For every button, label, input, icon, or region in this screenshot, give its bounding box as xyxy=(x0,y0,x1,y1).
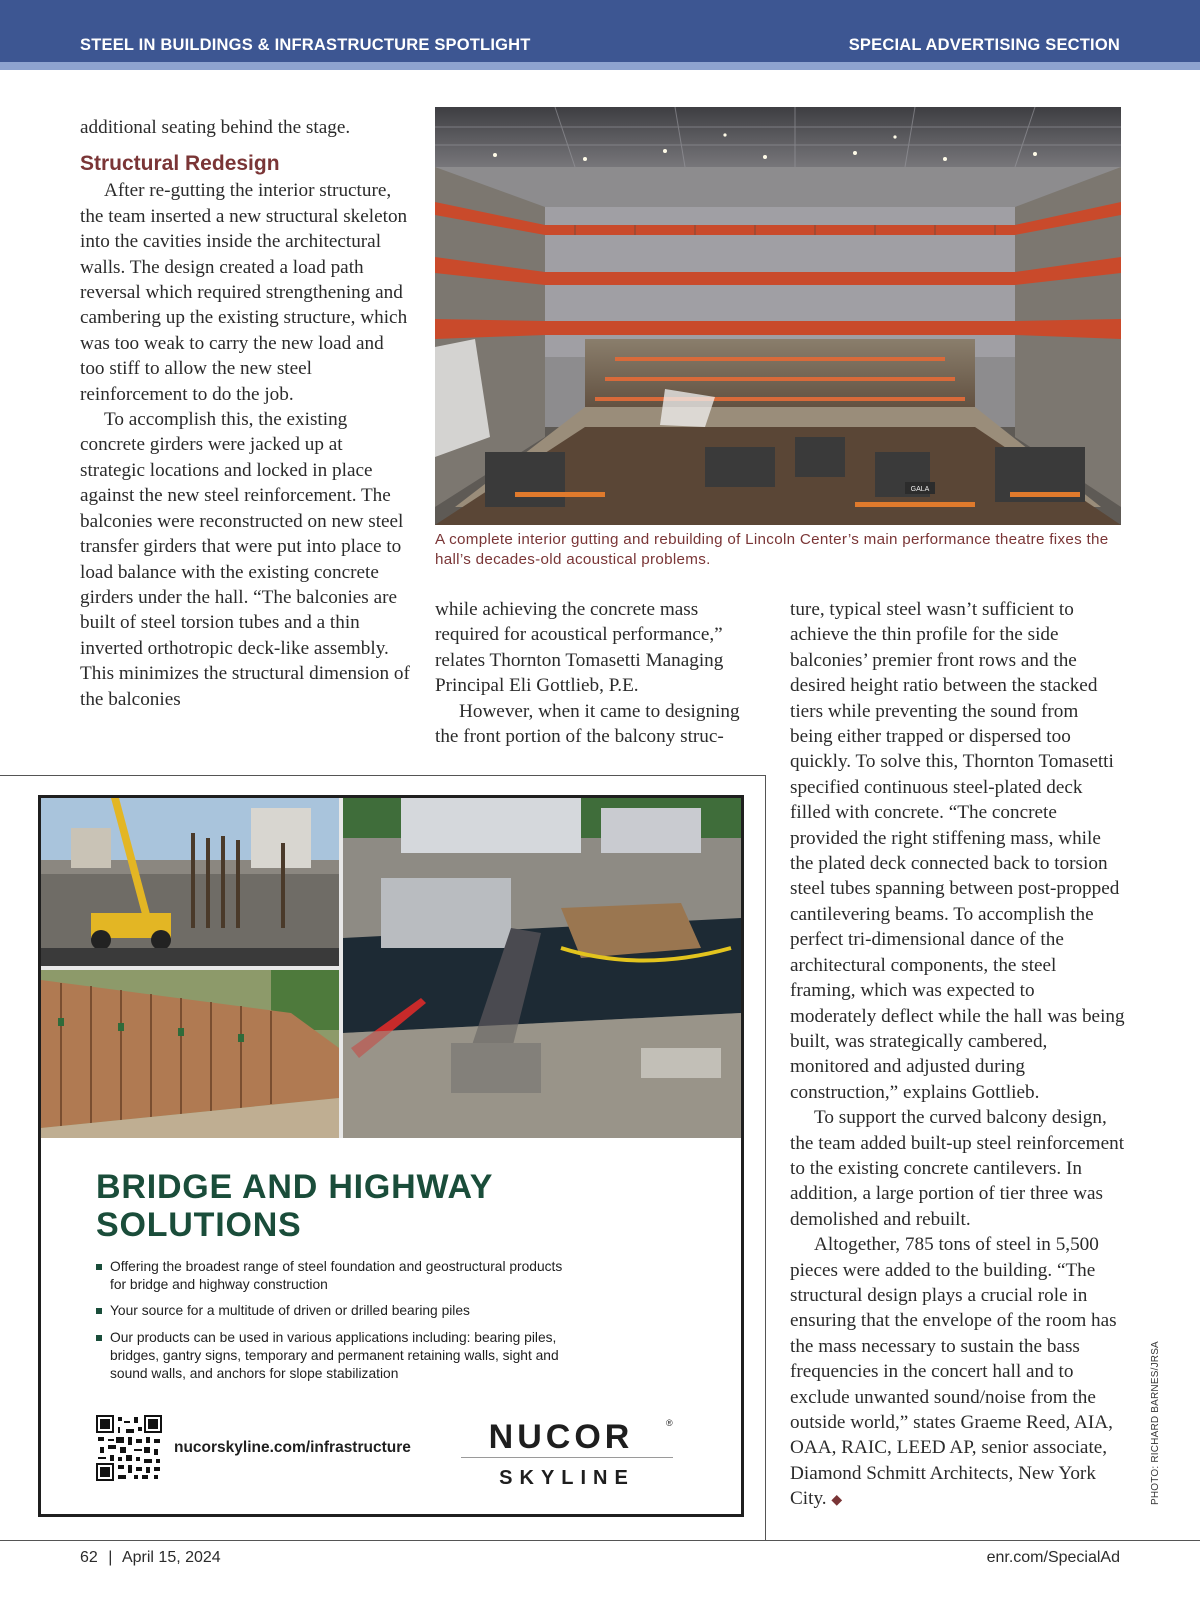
ad-website-link[interactable]: nucorskyline.com/infrastructure xyxy=(174,1439,411,1456)
section-label: SPECIAL ADVERTISING SECTION xyxy=(848,36,1120,54)
article-column-1 xyxy=(80,115,410,712)
ad-bullet: Our products can be used in various applications including: bearing piles, bridges, gantry signs, temporary and permanent retaining walls, sight and sound walls, and anchors for slope stabilization xyxy=(96,1329,566,1384)
footer-rule xyxy=(0,1540,1200,1541)
logo-brand-text: NUCOR xyxy=(488,1418,634,1456)
paragraph xyxy=(790,1232,1125,1513)
ad-frame-rule xyxy=(765,775,766,1540)
page-number: 62 xyxy=(80,1549,98,1566)
logo-sub-brand-text: SKYLINE xyxy=(499,1467,635,1489)
paragraph: ture, typical steel wasn’t sufficient to achieve the thin profile for the side balconies’ premier front rows and the desired height ratio between the stacked tiers while preventing the sound from being either trapped or dispersed too quickly. To solve this, Thornton Tomasetti specified continuous steel-plated deck filled with concrete. “The concrete provided the right stiffening mass, while the plated deck connected back to torsion steel tubes spanning between post-propped cantilevering beams. To accomplish the perfect tri-dimensional dance of the architectural components, the steel framing, which was expected to moderately deflect while the hall was being built, was strategically cambered, monitored and adjusted during construction,” explains Gottlieb. xyxy=(790,599,1125,1103)
article-column-3 xyxy=(790,597,1125,1514)
paragraph-text: Altogether, 785 tons of steel in 5,500 pieces were added to the building. “The structural design plays a crucial role in ensuring that the envelope of the room has the mass necessary to sustain the bass frequencies in the concert hall and to exclude unwanted sound/noise from the outside world,” states Graeme Reed, AIA, OAA, RAIC, LEED AP, senior associate, Diamond Schmitt Architects, New York City. xyxy=(790,1234,1117,1510)
ad-bullet: Your source for a multitude of driven or drilled bearing piles xyxy=(96,1302,566,1320)
ad-bullet: Offering the broadest range of steel foundation and geostructural products for bridge and highway construction xyxy=(96,1258,566,1294)
header-rule xyxy=(0,62,1200,70)
theatre-interior-photo xyxy=(435,107,1121,525)
footer-separator: | xyxy=(108,1549,113,1566)
issue-date: April 15, 2024 xyxy=(121,1549,221,1566)
section-title: STEEL IN BUILDINGS & INFRASTRUCTURE SPOTLIGHT xyxy=(80,36,531,54)
sheet-pile-wall-photo xyxy=(41,970,339,1138)
footer-page-info xyxy=(80,1549,221,1567)
ad-photo-collage xyxy=(41,798,741,1138)
paragraph: while achieving the concrete mass required for acoustical performance,” relates Thornton Tomasetti Managing Principal Eli Gottlieb, P.E. xyxy=(435,599,724,697)
paragraph: However, when it came to designing the front portion of the balcony struc- xyxy=(435,700,740,748)
nucor-skyline-logo xyxy=(461,1410,676,1490)
paragraph: To accomplish this, the existing concrete girders were jacked up at strategic locations and locked in place against the new steel reinforcement. The balconies were reconstructed on new steel transfer girders that were put into place to load balance with the existing concrete girders under the hall. “The balconies are built of steel torsion tubes and a thin inverted orthotropic deck-like assembly. This minimizes the structural dimension of the balconies xyxy=(80,409,410,710)
ad-headline-line: BRIDGE AND HIGHWAY xyxy=(96,1168,494,1206)
ad-headline xyxy=(96,1168,493,1244)
subheading: Structural Redesign xyxy=(80,152,280,176)
aerial-bridge-photo xyxy=(343,798,741,1138)
registered-mark: ® xyxy=(666,1418,673,1428)
photo-caption: A complete interior gutting and rebuilding of Lincoln Center’s main performance theatre fixes the hall’s decades-old acoustical problems. xyxy=(435,531,1109,568)
paragraph: After re-gutting the interior structure, the team inserted a new structural skeleton into the cavities inside the architectural walls. The design created a load path reversal which required strengthening and cambering up the existing structure, which was too weak to carry the new load and too stiff to allow the new steel reinforcement to do the job. xyxy=(80,180,408,405)
end-mark-icon: ◆ xyxy=(831,1493,843,1509)
ad-bullet-list xyxy=(96,1258,566,1391)
photo-credit: PHOTO: RICHARD BARNES/JRSA xyxy=(1150,1341,1161,1505)
article-column-2 xyxy=(435,597,765,749)
lead-text: additional seating behind the stage. xyxy=(80,117,351,138)
qr-code-icon[interactable] xyxy=(96,1415,162,1481)
photo-sign-text: GALA xyxy=(910,486,930,493)
footer-site-link[interactable]: enr.com/SpecialAd xyxy=(986,1549,1120,1566)
paragraph: To support the curved balcony design, the team added built-up steel reinforcement to the existing concrete cantilevers. In addition, a large portion of tier three was demolished and rebuilt. xyxy=(790,1107,1125,1230)
ad-headline-line: SOLUTIONS xyxy=(96,1206,302,1244)
crane-site-photo xyxy=(41,798,339,966)
nucor-advertisement[interactable] xyxy=(38,795,744,1517)
ad-frame-rule xyxy=(0,775,766,776)
